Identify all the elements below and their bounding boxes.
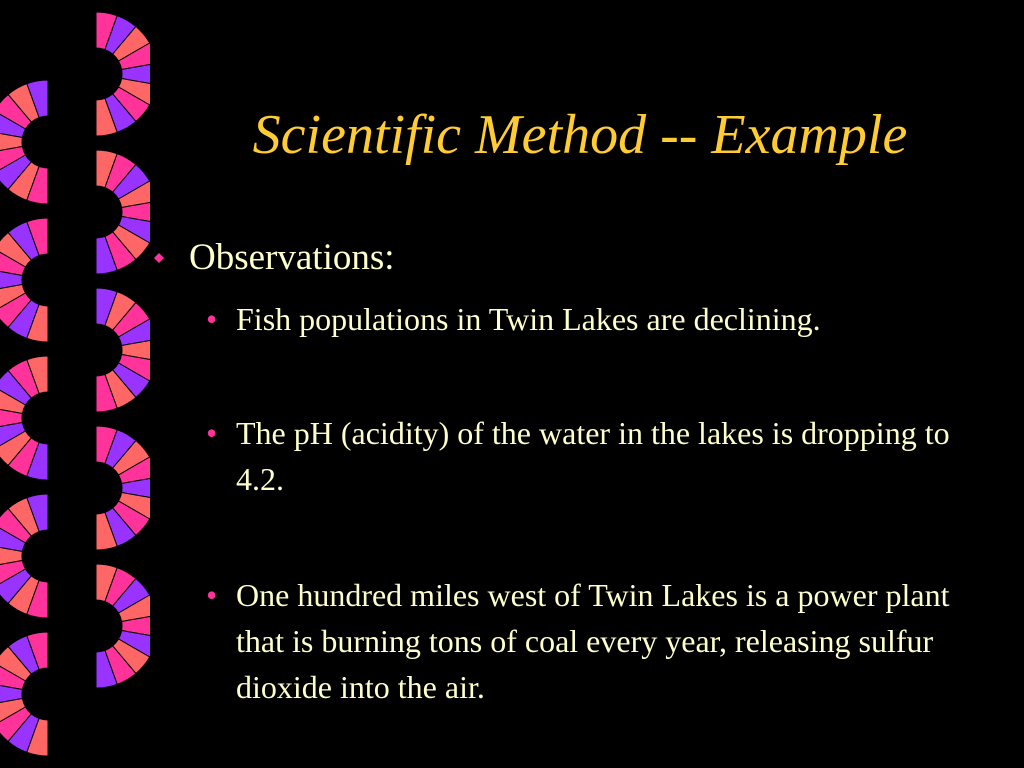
ribbon-segment <box>96 288 150 412</box>
sub-bullet-dot: • <box>206 301 218 337</box>
diamond-bullet-icon <box>154 253 164 263</box>
sub-bullet-dot: • <box>206 577 218 613</box>
ribbon-segment <box>0 356 48 480</box>
ribbon-segment <box>0 80 48 204</box>
ribbon-segment <box>0 632 48 756</box>
sub-bullet-2 <box>206 410 976 502</box>
ribbon-segment <box>96 12 150 136</box>
sub-bullet-3 <box>206 572 976 710</box>
spiral-ribbon-decoration <box>0 0 150 768</box>
ribbon-segment <box>96 564 150 688</box>
ribbon-segment <box>0 218 48 342</box>
bullet-observations-label: Observations: <box>189 237 395 278</box>
sub-bullet-text: The pH (acidity) of the water in the lakes is dropping to 4.2. <box>236 415 950 497</box>
sub-bullet-1 <box>206 296 976 342</box>
slide-title: Scientific Method -- Example <box>252 104 908 166</box>
ribbon-segment <box>0 494 48 618</box>
ribbon-segment <box>96 426 150 550</box>
sub-bullet-text: Fish populations in Twin Lakes are declining. <box>236 301 821 337</box>
sub-bullet-dot: • <box>206 415 218 451</box>
ribbon-segment <box>96 150 150 274</box>
sub-bullet-text: One hundred miles west of Twin Lakes is a power plant that is burning tons of coal every year, releasing sulfur dioxide into the air. <box>236 577 950 705</box>
